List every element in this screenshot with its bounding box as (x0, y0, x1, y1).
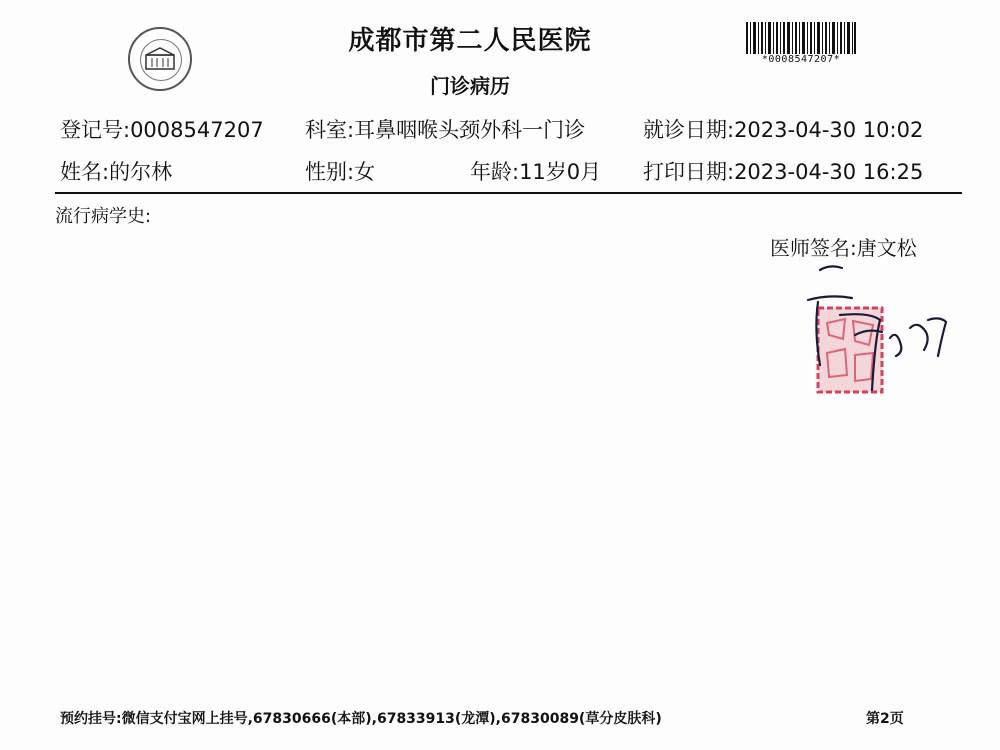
barcode-icon (746, 22, 856, 54)
visit-date: 就诊日期:2023-04-30 10:02 (643, 118, 924, 142)
print-date: 打印日期:2023-04-30 16:25 (643, 160, 924, 184)
hospital-seal-icon (128, 27, 192, 91)
patient-name: 姓名:的尔林 (60, 160, 173, 184)
epidemiological-history-label: 流行病学史: (55, 206, 152, 227)
registration-number: 登记号:0008547207 (60, 118, 264, 142)
department: 科室:耳鼻咽喉头颈外科一门诊 (305, 118, 586, 142)
header-divider (55, 192, 962, 194)
patient-gender: 性别:女 (305, 160, 376, 184)
patient-age: 年龄:11岁0月 (470, 160, 602, 184)
page-number: 第2页 (866, 711, 904, 727)
doctor-signature-label: 医师签名:唐文松 (770, 236, 917, 260)
barcode-number: *0008547207* (761, 54, 841, 65)
booking-info: 预约挂号:微信支付宝网上挂号,67830666(本部),67833913(龙潭),67830089(草分皮肤科) (60, 711, 662, 727)
hospital-name: 成都市第二人民医院 (348, 26, 592, 56)
handwritten-signature (800, 260, 960, 400)
record-type: 门诊病历 (430, 74, 510, 98)
